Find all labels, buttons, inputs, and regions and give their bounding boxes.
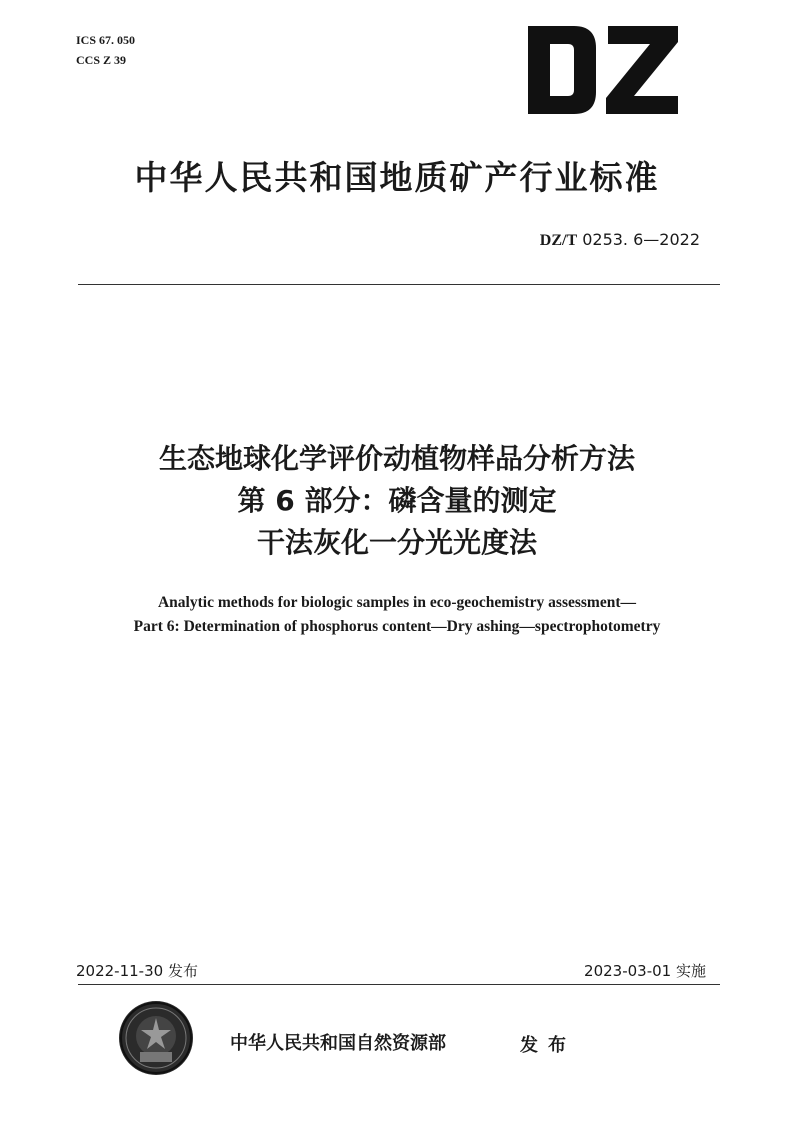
ics-code: ICS 67. 050 (76, 33, 136, 47)
classification-codes (76, 30, 135, 70)
footer-divider (78, 984, 720, 985)
issue-date: 2022-11-30 发布 (76, 962, 198, 980)
dz-logo-graphic (522, 24, 682, 116)
standard-number-prefix: DZ/T (539, 232, 578, 249)
standard-number-value: 0253. 6—2022 (582, 230, 700, 249)
ministry-seal (118, 1000, 194, 1076)
publisher: 中华人民共和国自然资源部 (230, 1033, 446, 1054)
publish-label: 发布 (520, 1035, 576, 1056)
title-line-1: 生态地球化学评价动植物样品分析方法 (158, 442, 635, 475)
document-title-en (0, 591, 794, 639)
title-line-3: 干法灰化一分光光度法 (256, 526, 537, 559)
standard-category-title: 中华人民共和国地质矿产行业标准 (134, 158, 660, 197)
document-title-cn (0, 438, 794, 564)
ccs-code: CCS Z 39 (76, 53, 127, 67)
standard-number (540, 230, 700, 250)
title-line-2: 第 6 部分：磷含量的测定 (237, 484, 557, 517)
en-title-line-1: Analytic methods for biologic samples in eco-geochemistry assessment— (157, 594, 636, 611)
dz-logo (522, 24, 682, 116)
header-divider (78, 284, 720, 285)
seal-graphic (118, 1000, 194, 1076)
en-title-line-2: Part 6: Determination of phosphorus content—Dry ashing—spectrophotometry (133, 618, 661, 635)
implementation-date: 2023-03-01 实施 (584, 962, 706, 980)
